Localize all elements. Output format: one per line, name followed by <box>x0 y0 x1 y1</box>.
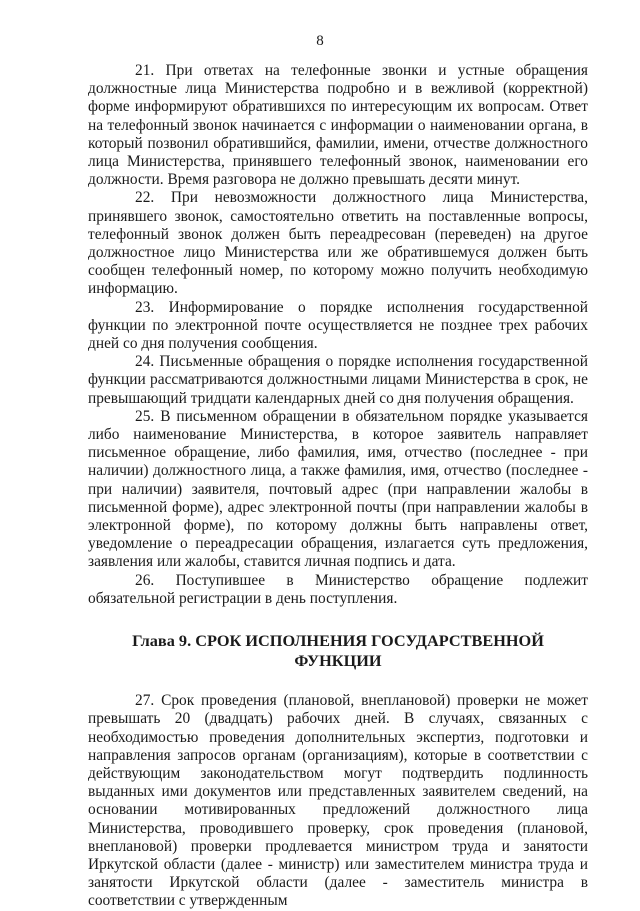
paragraph-25: 25. В письменном обращении в обязательном порядке указывается либо наименование Министерства, в которое заявитель направляет письменное обращение, либо фамилия, имя, отчество (последнее - при наличии) должностного лица, а также фамилия, имя, отчество (последнее - при наличии) заявителя, почтовый адрес (при направлении жалобы в письменной форме), адрес электронной почты (при направлении жалобы в электронной форме), по которому должны быть направлены ответ, уведомление о переадресации обращения, излагается суть предложения, заявления или жалобы, ставится личная подпись и дата. <box>88 407 588 571</box>
paragraph-26: 26. Поступившее в Министерство обращение подлежит обязательной регистрации в день поступления. <box>88 571 588 607</box>
paragraph-27: 27. Срок проведения (плановой, внеплановой) проверки не может превышать 20 (двадцать) рабочих дней. В случаях, связанных с необходимостью проведения дополнительных экспертиз, подготовки и направления запросов органам (организациям), которые в соответствии с действующим законодательством могут подтвердить подлинность выданных ими документов или представленных заявителем сведений, на основании мотивированных предложений должностного лица Министерства, проводившего проверку, срок проведения (плановой, внеплановой) проверки продлевается министром труда и занятости Иркутской области (далее - министр) или заместителем министра труда и занятости Иркутской области (далее - заместитель министра в соответствии с утвержденным <box>88 692 588 910</box>
paragraph-21: 21. При ответах на телефонные звонки и устные обращения должностные лица Министерства подробно и в вежливой (корректной) форме информируют обратившихся по интересующим их вопросам. Ответ на телефонный звонок начинается с информации о наименовании органа, в который позвонил обратившийся, фамилии, имени, отчестве должностного лица Министерства, принявшего телефонный звонок, наименовании его должности. Время разговора не должно превышать десяти минут. <box>88 62 588 189</box>
paragraph-22: 22. При невозможности должностного лица Министерства, принявшего звонок, самостоятельно ответить на поставленные вопросы, телефонный звонок должен быть переадресован (переведен) на другое должностное лицо Министерства или же обратившемуся должен быть сообщен телефонный номер, по которому можно получить необходимую информацию. <box>88 189 588 298</box>
chapter-heading: Глава 9. СРОК ИСПОЛНЕНИЯ ГОСУДАРСТВЕННОЙ ФУНКЦИИ <box>132 631 544 671</box>
document-body <box>88 62 588 911</box>
page-number: 8 <box>316 33 324 49</box>
paragraph-23: 23. Информирование о порядке исполнения государственной функции по электронной почте осуществляется не позднее трех рабочих дней со дня получения сообщения. <box>88 298 588 353</box>
paragraph-24: 24. Письменные обращения о порядке исполнения государственной функции рассматриваются должностными лицами Министерства в срок, не превышающий тридцати календарных дней со дня получения обращения. <box>88 353 588 407</box>
